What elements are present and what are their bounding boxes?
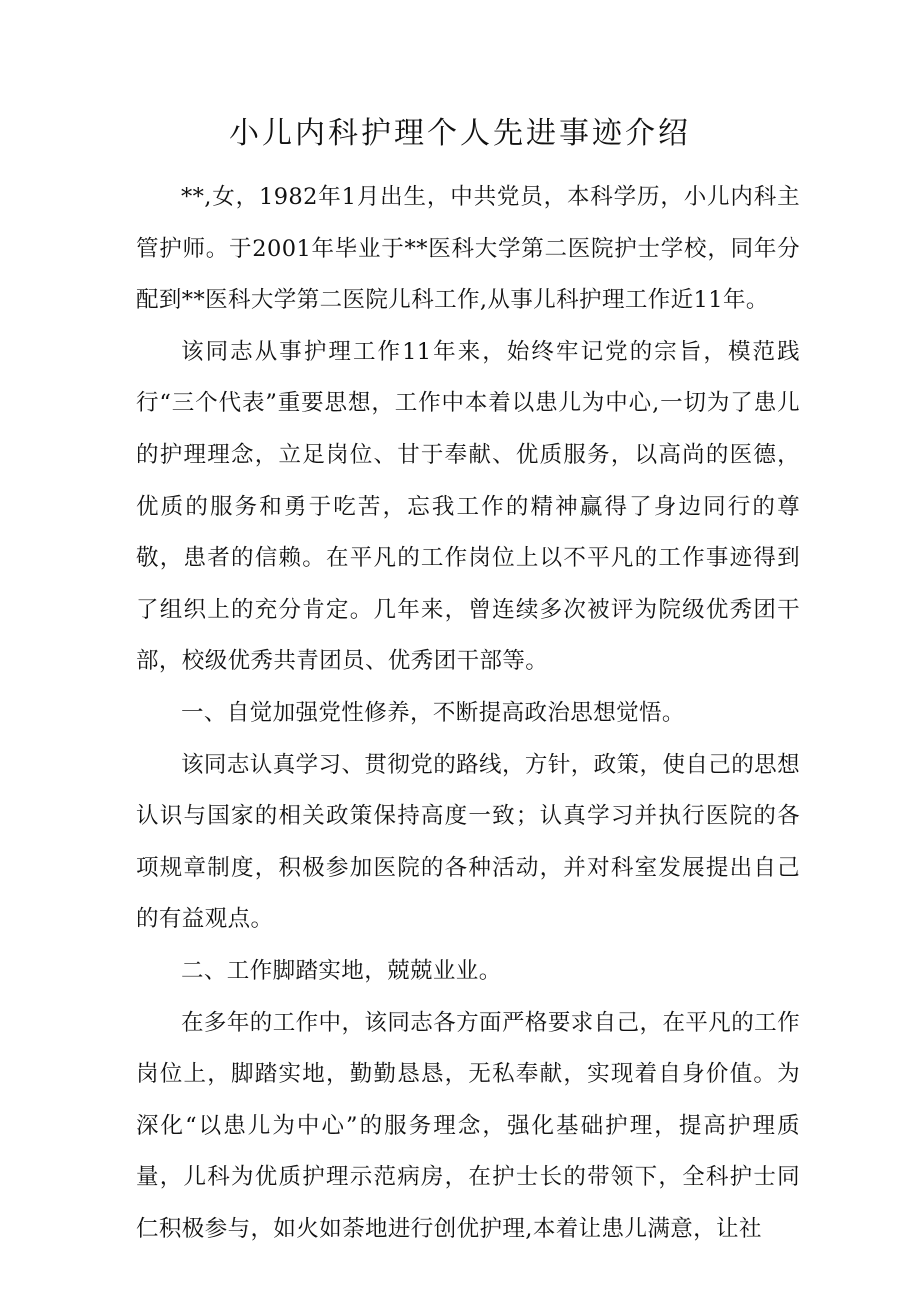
section-paragraph-2: 在多年的工作中，该同志各方面严格要求自己，在平凡的工作岗位上，脚踏实地，勤勤恳恳，无私奉献，实现着自身价值。为深化“以患儿为中心”的服务理念，强化基础护理，提高护理质量，儿科为优质护理示范病房，在护士长的带领下，全科护士同仁积极参与，如火如荼地进行创优护理,本着让患儿满意，让社 — [136, 1009, 800, 1242]
document-title: 小儿内科护理个人先进事迹介绍 — [229, 116, 691, 151]
section-paragraph-1: 该同志认真学习、贯彻党的路线，方针，政策，使自己的思想认识与国家的相关政策保持高度一致；认真学习并执行医院的各项规章制度，积极参加医院的各种活动，并对科室发展提出自己的有益观点。 — [136, 751, 800, 933]
paragraph-summary: 该同志从事护理工作11年来，始终牢记党的宗旨，模范践行“三个代表”重要思想，工作中本着以患儿为中心,一切为了患儿的护理理念，立足岗位、甘于奉献、优质服务，以高尚的医德，优质的服务和勇于吃苦，忘我工作的精神赢得了身边同行的尊敬，患者的信赖。在平凡的工作岗位上以不平凡的工作事迹得到了组织上的充分肯定。几年来，曾连续多次被评为院级优秀团干部，校级优秀共青团员、优秀团干部等。 — [136, 338, 800, 675]
paragraph-intro: **,女，1982年1月出生，中共党员，本科学历，小儿内科主管护师。于2001年毕业于**医科大学第二医院护士学校，同年分配到**医科大学第二医院儿科工作,从事儿科护理工作近11年。 — [136, 184, 800, 314]
document-body — [136, 172, 800, 1255]
section-heading-1: 一、自觉加强党性修养，不断提高政治思想觉悟。 — [181, 699, 685, 726]
section-heading-2: 二、工作脚踏实地，兢兢业业。 — [181, 957, 502, 984]
